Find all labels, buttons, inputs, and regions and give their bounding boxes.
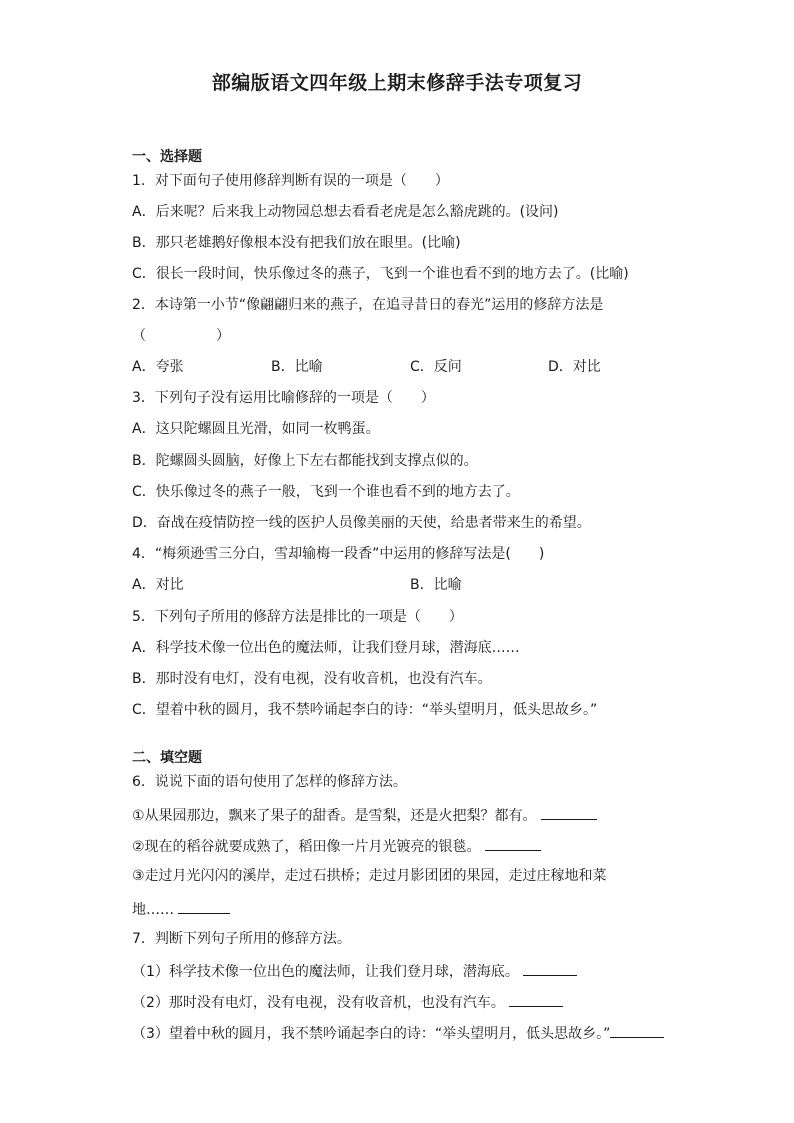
q5-option-b: B．那时没有电灯，没有电视，没有收音机，也没有汽车。 (132, 671, 492, 687)
answer-blank[interactable] (485, 836, 541, 851)
q7-stem: 7．判断下列句子所用的修辞方法。 (132, 931, 351, 947)
q6-stem: 6．说说下面的语句使用了怎样的修辞方法。 (132, 774, 407, 790)
q3-option-d: D．奋战在疫情防控一线的医护人员像美丽的天使，给患者带来生的希望。 (132, 515, 591, 531)
q2-option-c: C．反问 (410, 359, 462, 375)
q6-item-2 (132, 836, 541, 856)
answer-blank[interactable] (541, 805, 597, 820)
q7-item-2-text: （2）那时没有电灯，没有电视，没有收音机，也没有汽车。 (132, 995, 505, 1011)
q1-option-c: C．很长一段时间，快乐像过冬的燕子，飞到一个谁也看不到的地方去了。(比喻) (132, 266, 629, 282)
q4-option-b: B．比喻 (410, 577, 462, 593)
q1-option-a: A．后来呢？后来我上动物园总想去看看老虎是怎么豁虎跳的。(设问) (132, 204, 559, 220)
q3-stem: 3．下列句子没有运用比喻修辞的一项是（ ） (132, 390, 435, 406)
q3-option-a: A．这只陀螺圆且光滑，如同一枚鸭蛋。 (132, 421, 380, 437)
q6-item-3-text: 地…… (132, 902, 174, 918)
q4-option-a: A．对比 (132, 577, 184, 593)
q6-item-2-text: ②现在的稻谷就要成熟了，稻田像一片月光镀亮的银毯。 (132, 839, 481, 855)
q6-item-1 (132, 805, 597, 825)
q7-item-3 (132, 1023, 664, 1043)
q2-option-d: D．对比 (548, 359, 601, 375)
q6-item-3: ③走过月光闪闪的溪岸，走过石拱桥；走过月影团团的果园，走过庄稼地和菜 (132, 868, 607, 884)
q2-answer-paren: （ ） (132, 328, 230, 344)
answer-blank[interactable] (523, 961, 577, 976)
q7-item-3-text: （3）望着中秋的圆月，我不禁吟诵起李白的诗：“举头望明月，低头思故乡。” (132, 1026, 611, 1042)
q6-item-1-text: ①从果园那边，飘来了果子的甜香。是雪梨，还是火把梨？都有。 (132, 808, 537, 824)
q7-item-2 (132, 992, 563, 1012)
q1-stem: 1．对下面句子使用修辞判断有误的一项是（ ） (132, 173, 449, 189)
answer-blank[interactable] (178, 899, 230, 914)
page-title: 部编版语文四年级上期末修辞手法专项复习 (211, 72, 583, 94)
answer-blank[interactable] (509, 992, 563, 1007)
section-heading-choice: 一、选择题 (132, 149, 202, 165)
q1-option-b: B．那只老雄鹅好像根本没有把我们放在眼里。(比喻) (132, 235, 461, 251)
q5-stem: 5．下列句子所用的修辞方法是排比的一项是（ ） (132, 609, 463, 625)
q7-item-1-text: （1）科学技术像一位出色的魔法师，让我们登月球，潜海底。 (132, 964, 519, 980)
q7-item-1 (132, 961, 577, 981)
answer-blank[interactable] (610, 1023, 664, 1038)
q5-option-a: A．科学技术像一位出色的魔法师，让我们登月球，潜海底…… (132, 640, 520, 656)
q3-option-c: C．快乐像过冬的燕子一般，飞到一个谁也看不到的地方去了。 (132, 484, 520, 500)
q3-option-b: B．陀螺圆头圆脑，好像上下左右都能找到支撑点似的。 (132, 453, 478, 469)
q2-option-a: A．夸张 (132, 359, 184, 375)
q6-item-3-cont (132, 899, 230, 919)
q5-option-c: C．望着中秋的圆月，我不禁吟诵起李白的诗：“举头望明月，低头思故乡。” (132, 702, 598, 718)
q2-stem: 2．本诗第一小节“像翩翩归来的燕子，在追寻昔日的春光”运用的修辞方法是 (132, 297, 604, 313)
section-heading-fill: 二、填空题 (132, 750, 202, 766)
q4-stem: 4．“梅须逊雪三分白，雪却输梅一段香”中运用的修辞写法是( ) (132, 546, 545, 562)
q2-option-b: B．比喻 (271, 359, 323, 375)
